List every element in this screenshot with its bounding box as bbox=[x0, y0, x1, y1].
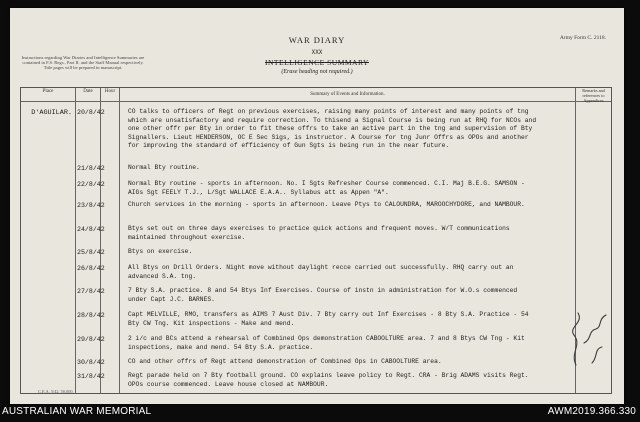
instructions-note: Instructions regarding War Diaries and Intelligence Summaries are contained in F.S. Regs., Part II. and the Staff Manual respectively. Title pages will be prepared in manuscript. bbox=[21, 55, 145, 71]
army-form-label: Army Form C. 2118. bbox=[559, 35, 606, 41]
column-divider bbox=[119, 88, 120, 393]
column-divider bbox=[100, 88, 101, 393]
entry-text: Capt MELVILLE, RMO, transfers as AIMS 7 Aust Div. 7 Bty carry out Inf Exercises - 8 Bty S.A. Practice - 54 Bty CW Tng. Kit inspections - Make and mend. bbox=[128, 311, 529, 327]
place-label: D'AGUILAR. bbox=[31, 109, 72, 117]
entry-date: 31/8/42 bbox=[77, 373, 105, 380]
entry-text: Btys on exercise. bbox=[128, 248, 193, 255]
entry-text: CO talks to officers of Regt on previous exercises, raising many points of interest and many points of tng which are unsatisfactory and require correction. To thisend a Signal Course is being run at RHQ for NCOs and one other offr per Bty in order to fit these offrs to take an active part in the tng and supervision of Bty Signallers. Lieut HENDERSON, OC E Sec Sigs, is instructor. A Course for tng Junr Offrs as OPOs and another for improving the standard of efficiency of Gun Sgts is being run in the near future. bbox=[128, 108, 537, 150]
entry-text: 7 Bty S.A. practice. 8 and 54 Btys Inf Exercises. Course of instn in administration for W.O.s commenced under Capt J.C. BARNES. bbox=[128, 287, 518, 303]
struck-heading: INTELLIGENCE SUMMARY bbox=[265, 58, 369, 67]
diary-table bbox=[20, 87, 612, 394]
erase-note: (Erase heading not required.) bbox=[281, 69, 353, 75]
col-hour: Hour bbox=[104, 89, 116, 94]
entry-date: 26/8/42 bbox=[77, 265, 105, 272]
entry-date: 23/8/42 bbox=[77, 202, 105, 209]
entry-text: Church services in the morning - sports in afternoon. Leave Ptys to CALOUNDRA, MAROOCHYDORE, and NAMBOUR. bbox=[128, 201, 525, 208]
entry-text: Normal Bty routine - sports in afternoon. No. I Sgts Refresher Course commenced. C.I. Maj B.E.G. SAMSON - AIGs Sgt FEELY T.J., L/Sgt WALLACE E.A.A.. Syllabus att as Appen "A". bbox=[128, 180, 525, 196]
entry-text: Normal Bty routine. bbox=[128, 164, 200, 171]
entry-date: 21/8/42 bbox=[77, 165, 105, 172]
entry-date: 24/8/42 bbox=[77, 226, 105, 233]
diary-page bbox=[10, 8, 624, 404]
page-title: WAR DIARY bbox=[288, 35, 346, 45]
entry-date: 30/8/42 bbox=[77, 359, 105, 366]
entry-text: 2 i/c and BCs attend a rehearsal of Combined Ops demonstration CABOOLTURE area. 7 and 8 Btys CW Tng - Kit inspections, make and mend. 54 Bty S.A. practice. bbox=[128, 335, 525, 351]
entry-date: 27/8/42 bbox=[77, 288, 105, 295]
entry-date: 25/8/42 bbox=[77, 249, 105, 256]
archive-reference: AWM2019.366.330 bbox=[547, 406, 636, 417]
col-remarks: Remarks and references to Appendices bbox=[582, 88, 605, 103]
handwritten-signature bbox=[562, 273, 632, 373]
column-divider bbox=[75, 88, 76, 393]
entry-text: All Btys on Drill Orders. Night move without daylight recce carried out successfully. RHQ carry out an advanced S.A. tng. bbox=[128, 264, 514, 280]
archive-credit: AUSTRALIAN WAR MEMORIAL bbox=[2, 406, 152, 417]
typed-xxx: XXX bbox=[311, 49, 323, 56]
entry-text: Regt parade held on 7 Bty football ground. CO explains leave policy to Regt. CRA - Brig ADAMS visits Regt. OPOs course commenced. Leave house closed at NAMBOUR. bbox=[128, 372, 529, 388]
printer-stamp: C.E.A. 5/42. 50,000. bbox=[38, 389, 74, 394]
entry-date: 22/8/42 bbox=[77, 181, 105, 188]
col-summary: Summary of Events and Information. bbox=[310, 92, 385, 97]
col-place: Place bbox=[42, 89, 54, 94]
entry-text: Btys set out on three days exercises to practice quick actions and frequent moves. W/T communications maintained throughout exercise. bbox=[128, 225, 510, 241]
entry-text: CO and other offrs of Regt attend demonstration of Combined Ops in CABOOLTURE area. bbox=[128, 358, 442, 365]
col-date: Date bbox=[83, 89, 93, 94]
entry-date: 20/8/42 bbox=[77, 109, 105, 116]
entry-date: 28/8/42 bbox=[77, 312, 105, 319]
entry-date: 29/8/42 bbox=[77, 336, 105, 343]
header-divider bbox=[21, 101, 611, 102]
